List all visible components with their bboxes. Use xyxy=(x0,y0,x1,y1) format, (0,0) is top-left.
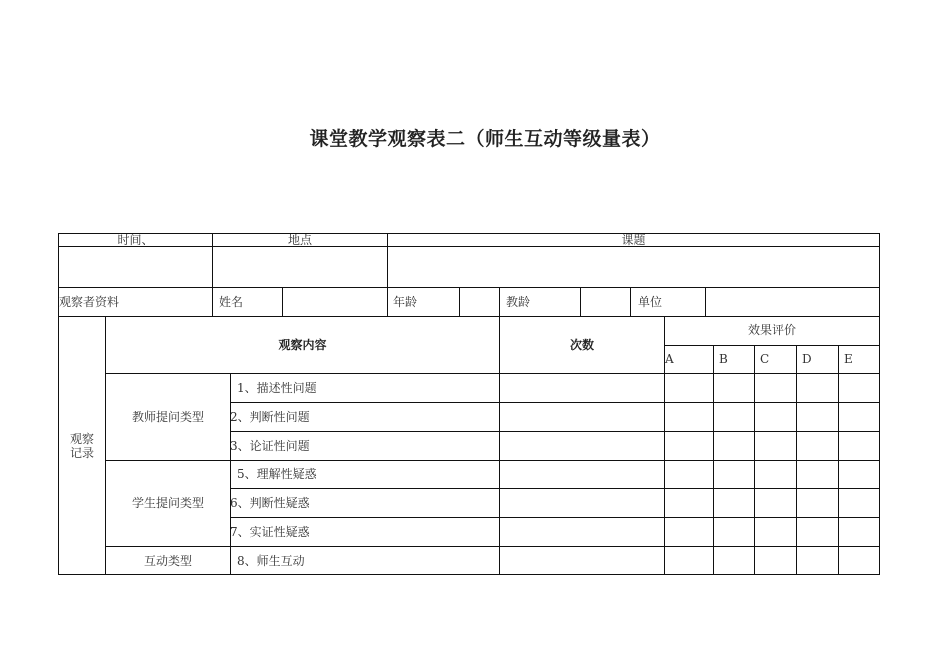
col-line xyxy=(754,345,755,575)
col-line xyxy=(630,287,631,317)
row-line xyxy=(664,345,880,346)
time-label: 时间、 xyxy=(117,233,154,247)
eval-header: 效果评价 xyxy=(747,323,796,337)
name-label: 姓名 xyxy=(219,295,244,309)
count-header: 次数 xyxy=(569,338,594,352)
grade-e: E xyxy=(844,352,853,366)
teaching-years-field[interactable] xyxy=(581,288,630,316)
col-line xyxy=(499,287,500,317)
group-teacher-questions: 教师提问类型 xyxy=(131,410,204,424)
item-label: 7、实证性疑惑 xyxy=(230,525,310,539)
row-line xyxy=(105,546,880,547)
grade-a: A xyxy=(665,352,674,366)
item-label: 2、判断性问题 xyxy=(230,410,310,424)
place-label: 地点 xyxy=(287,233,312,247)
col-line xyxy=(713,345,714,575)
table-border-bottom xyxy=(58,574,880,575)
col-line xyxy=(838,345,839,575)
grade-b: B xyxy=(719,352,728,366)
item-label: 1、描述性问题 xyxy=(237,381,317,395)
col-line xyxy=(796,345,797,575)
unit-field[interactable] xyxy=(706,288,879,316)
item-label: 8、师生互动 xyxy=(237,554,305,568)
unit-label: 单位 xyxy=(638,295,663,309)
topic-field[interactable] xyxy=(388,247,879,287)
section-label-line2: 记录 xyxy=(69,446,94,460)
page-title: 课堂教学观察表二（师生互动等级量表） xyxy=(309,128,661,150)
row-line xyxy=(230,517,880,518)
item-label: 3、论证性问题 xyxy=(230,439,310,453)
content-header: 观察内容 xyxy=(278,338,327,352)
group-interaction: 互动类型 xyxy=(143,554,192,568)
teaching-years-label: 教龄 xyxy=(506,295,531,309)
table-border-right xyxy=(879,233,880,575)
col-line xyxy=(499,316,500,575)
row-line xyxy=(105,460,880,461)
observer-label: 观察者资料 xyxy=(59,295,120,309)
section-label-line1: 观察 xyxy=(69,432,94,446)
row-line xyxy=(58,316,880,317)
topic-label: 课题 xyxy=(621,233,646,247)
place-field[interactable] xyxy=(213,247,387,287)
grade-d: D xyxy=(802,352,812,366)
item-label: 5、理解性疑惑 xyxy=(237,467,317,481)
group-student-questions: 学生提问类型 xyxy=(131,496,204,510)
grade-c: C xyxy=(760,352,770,366)
row-line xyxy=(105,373,880,374)
age-label: 年龄 xyxy=(393,295,418,309)
row-line xyxy=(230,402,880,403)
time-field[interactable] xyxy=(59,247,212,287)
age-field[interactable] xyxy=(460,288,499,316)
row-line xyxy=(230,488,880,489)
col-line xyxy=(230,373,231,575)
col-line xyxy=(212,287,213,317)
name-field[interactable] xyxy=(283,288,387,316)
col-line xyxy=(387,287,388,317)
row-line xyxy=(230,431,880,432)
item-label: 6、判断性疑惑 xyxy=(230,496,310,510)
